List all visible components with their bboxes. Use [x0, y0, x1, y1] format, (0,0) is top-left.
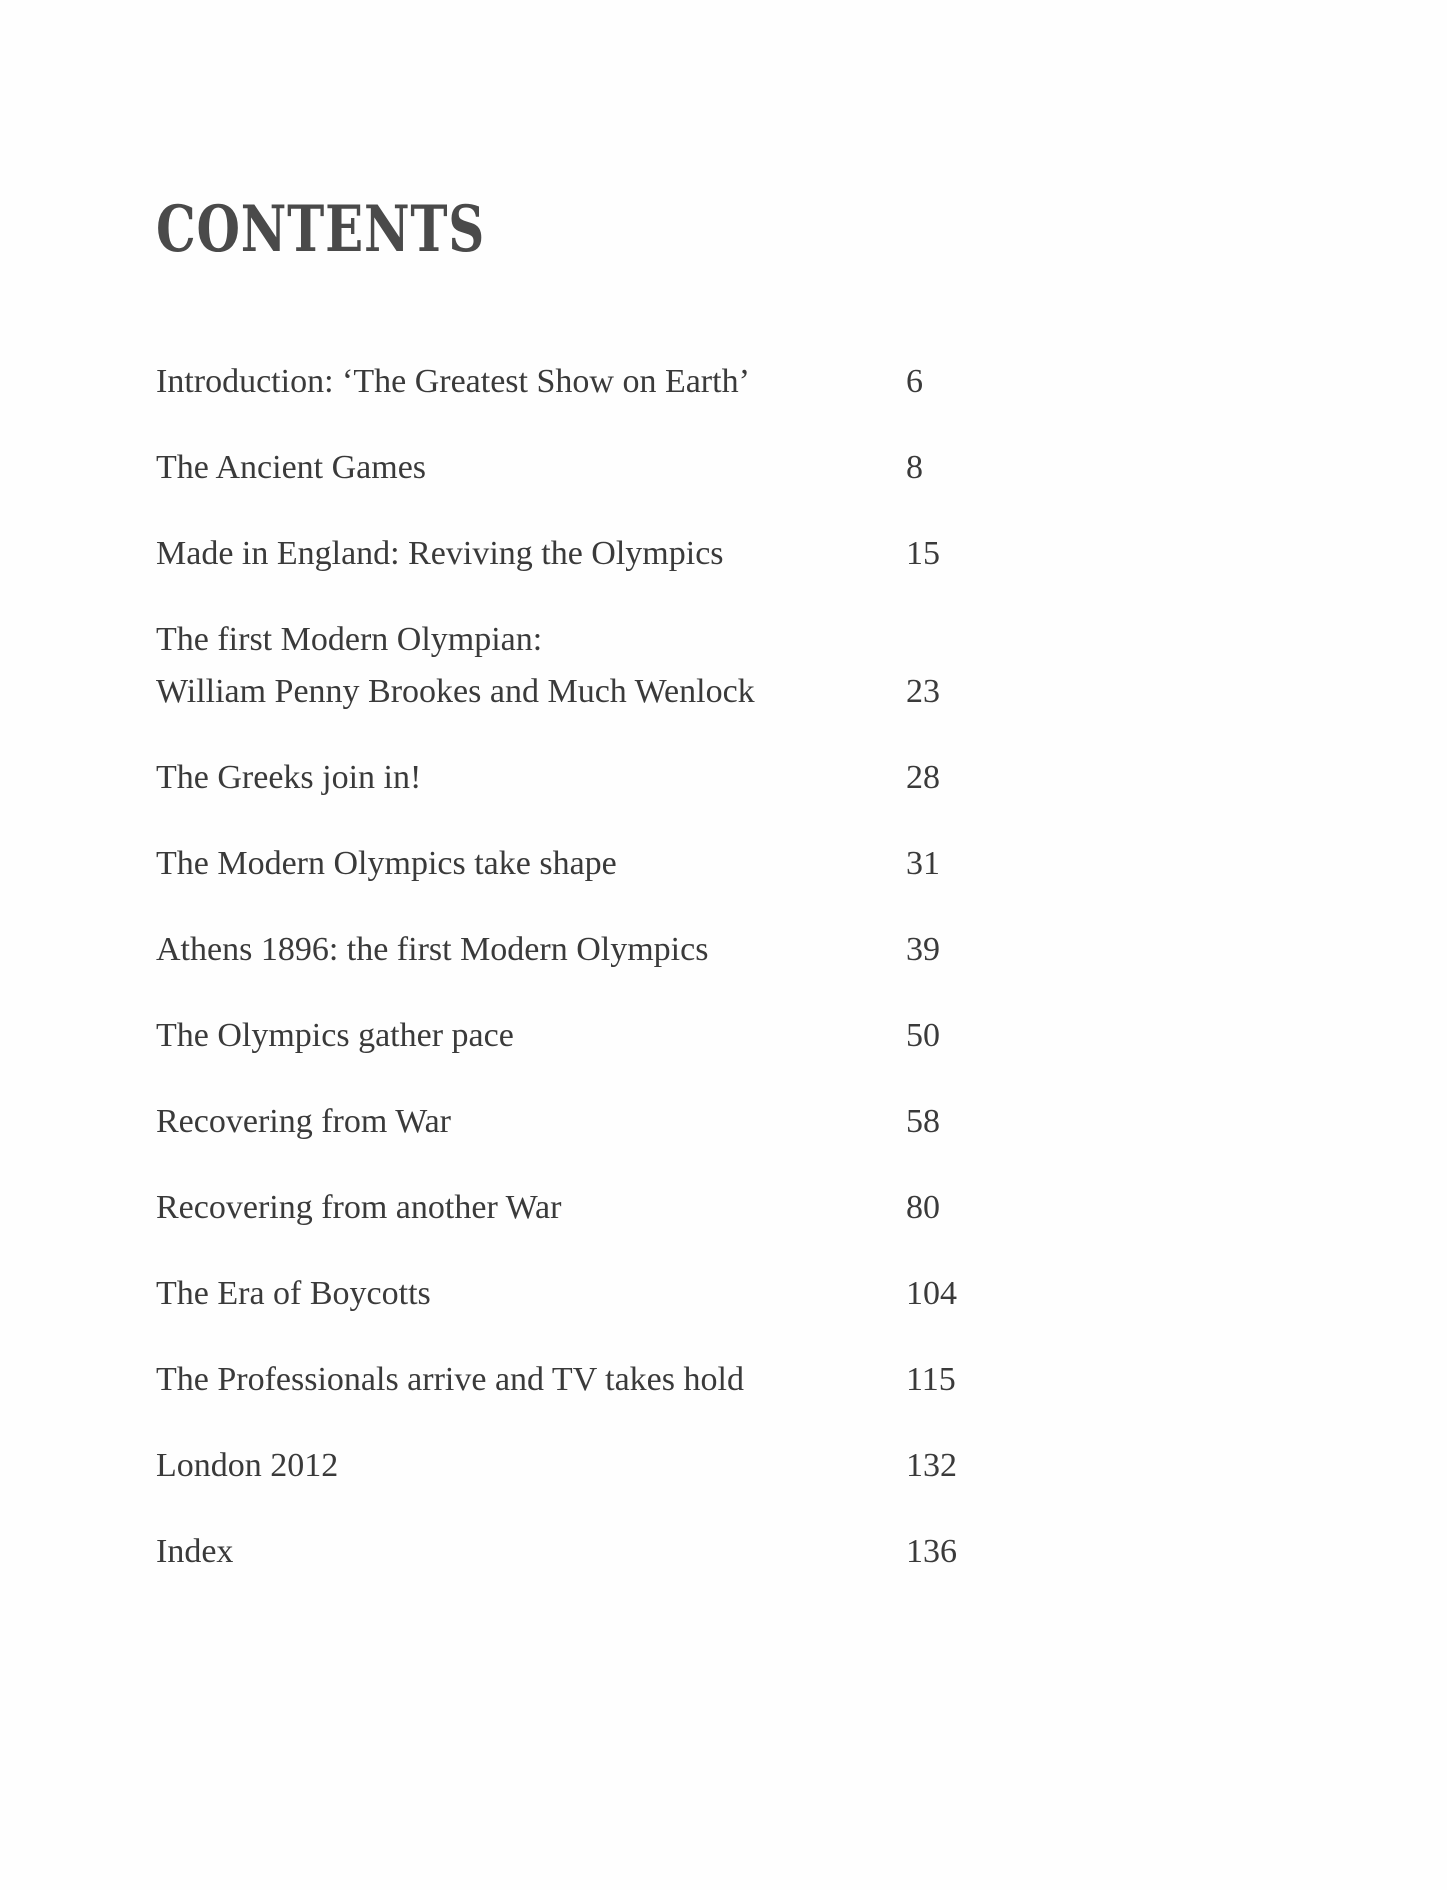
toc-entry-page-number: 80 — [906, 1189, 940, 1226]
toc-entry-title: Introduction: ‘The Greatest Show on Earth’ — [156, 363, 750, 400]
toc-entry — [156, 1440, 976, 1492]
toc-entry-page-number: 115 — [906, 1361, 956, 1398]
contents-heading: CONTENTS — [156, 192, 486, 267]
toc-entry-title: The Era of Boycotts — [156, 1275, 431, 1312]
toc-entry — [156, 1526, 976, 1578]
toc-entry-title: Athens 1896: the first Modern Olympics — [156, 931, 709, 968]
toc-entry — [156, 838, 976, 890]
toc-entry-page-number: 136 — [906, 1533, 957, 1570]
toc-entry — [156, 528, 976, 580]
toc-entry — [156, 1010, 976, 1062]
toc-entry — [156, 1354, 976, 1406]
toc-entry-page-number: 50 — [906, 1017, 940, 1054]
toc-entry-title: London 2012 — [156, 1447, 339, 1484]
toc-entry-title: William Penny Brookes and Much Wenlock — [156, 673, 755, 710]
toc-entry-page-number: 6 — [906, 363, 923, 400]
toc-entry-title: The first Modern Olympian: — [156, 621, 543, 658]
toc-entry — [156, 1096, 976, 1148]
toc-entry-page-number: 104 — [906, 1275, 957, 1312]
toc-entry-title: Index — [156, 1533, 234, 1570]
toc-entry-page-number: 58 — [906, 1103, 940, 1140]
toc-entry-title: Recovering from War — [156, 1103, 451, 1140]
toc-entry-page-number: 8 — [906, 449, 923, 486]
toc-entry-page-number: 132 — [906, 1447, 957, 1484]
toc-entry-title: Recovering from another War — [156, 1189, 562, 1226]
table-of-contents — [156, 356, 976, 1612]
toc-entry — [156, 752, 976, 804]
toc-entry — [156, 442, 976, 494]
toc-entry-page-number: 15 — [906, 535, 940, 572]
toc-entry — [156, 1182, 976, 1234]
toc-entry-page-number: 39 — [906, 931, 940, 968]
toc-entry-title: The Greeks join in! — [156, 759, 422, 796]
toc-entry-title: The Professionals arrive and TV takes hold — [156, 1361, 744, 1398]
toc-entry — [156, 1268, 976, 1320]
toc-entry-title: Made in England: Reviving the Olympics — [156, 535, 724, 572]
toc-entry-page-number: 23 — [906, 673, 940, 710]
toc-entry-page-number: 31 — [906, 845, 940, 882]
toc-entry-page-number: 28 — [906, 759, 940, 796]
toc-entry-title: The Modern Olympics take shape — [156, 845, 617, 882]
toc-entry — [156, 356, 976, 408]
toc-entry-title: The Ancient Games — [156, 449, 427, 486]
toc-entry-title: The Olympics gather pace — [156, 1017, 514, 1054]
toc-entry — [156, 614, 976, 718]
toc-entry — [156, 924, 976, 976]
